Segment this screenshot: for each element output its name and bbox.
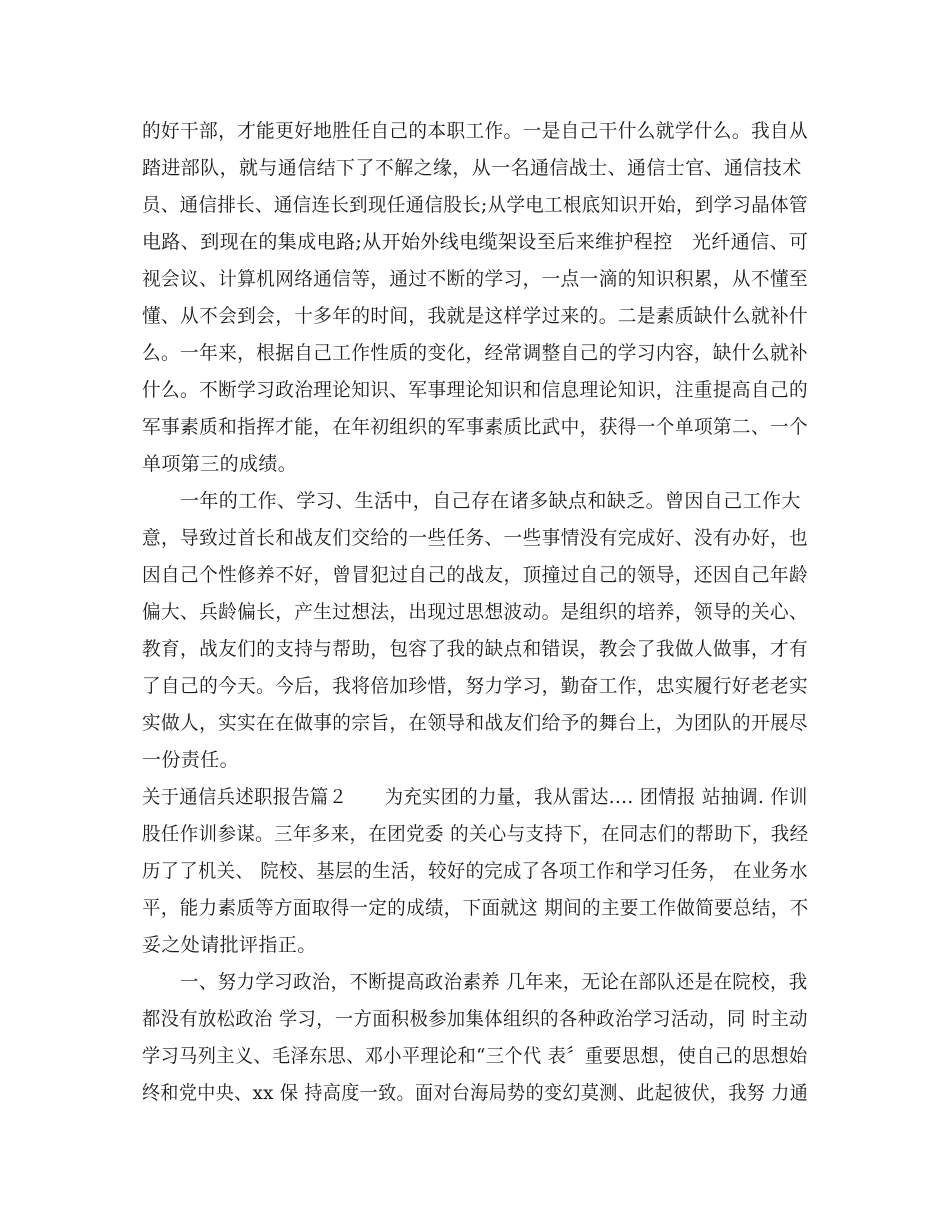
text-line: 意，导致过首长和战友们交给的一些任务、一些事情没有完成好、没有办好，也 (142, 527, 809, 549)
text-line: 视会议、计算机网络通信等，通过不断的学习，一点一滴的知识积累，从不懂至 (142, 268, 809, 290)
text-line: 历了了机关、 院校、基层的生活，较好的完成了各项工作和学习任务， 在业务水 (142, 860, 808, 882)
text-line: 么。一年来，根据自己工作性质的变化，经常调整自己的学习内容，缺什么就补 (142, 342, 809, 364)
text-line: 都没有放松政治 学习，一方面积极参加集体组织的各种政治学习活动，同 时主动 (142, 1008, 808, 1030)
section-heading-line: 关于通信兵述职报告篇２ 为充实团的力量，我从雷达.... 团情报 站抽调. 作训 (142, 786, 808, 808)
text-line: 一份责任。 (142, 749, 240, 771)
text-line: 懂、从不会到会，十多年的时间，我就是这样学过来的。二是素质缺什么就补什 (142, 305, 809, 327)
text-line: 电路、到现在的集成电路;从开始外线电缆架设至后来维护程控 光纤通信、可 (142, 231, 809, 253)
text-line: 了自己的今天。今后，我将倍加珍惜，努力学习，勤奋工作，忠实履行好老老实 (142, 675, 809, 697)
text-line: 实做人，实实在在做事的宗旨，在领导和战友们给予的舞台上，为团队的开展尽 (142, 712, 809, 734)
text-line: 军事素质和指挥才能，在年初组织的军事素质比武中，获得一个单项第二、一个 (142, 416, 809, 438)
paragraph-first-line: 一年的工作、学习、生活中，自己存在诸多缺点和缺乏。曾因自己工作大 (180, 490, 801, 512)
text-line: 股任作训参谋。三年多来，在团党委 的关心与支持下，在同志们的帮助下，我经 (142, 823, 809, 845)
text-line: 的好干部，才能更好地胜任自己的本职工作。一是自己干什么就学什么。我自从 (142, 120, 809, 142)
text-line: 妥之处请批评指正。 (142, 934, 317, 956)
text-line: 教育，战友们的支持与帮助，包容了我的缺点和错误，教会了我做人做事，才有 (142, 638, 809, 660)
text-line: 偏大、兵龄偏长，产生过想法，出现过思想波动。是组织的培养，领导的关心、 (142, 601, 809, 623)
text-line: 踏进部队，就与通信结下了不解之缘，从一名通信战士、通信士官、通信技术 (142, 157, 802, 179)
paragraph-first-line: 一、努力学习政治，不断提高政治素养 几年来，无论在部队还是在院校，我 (180, 971, 808, 993)
text-line: 单项第三的成绩。 (142, 453, 298, 475)
text-line: 员、通信排长、通信连长到现任通信股长;从学电工根底知识开始，到学习晶体管 (142, 194, 808, 216)
text-line: 学习马列主义、毛泽东思、邓小平理论和“三个代 表〞重要思想，使自己的思想始 (142, 1045, 808, 1067)
text-line: 什么。不断学习政治理论知识、军事理论知识和信息理论知识，注重提高自己的 (142, 379, 809, 401)
text-line: 平，能力素质等方面取得一定的成绩，下面就这 期间的主要工作做简要总结，不 (142, 897, 809, 919)
text-line: 终和党中央、xx 保 持高度一致。面对台海局势的变幻莫测、此起彼伏，我努 力通 (142, 1082, 809, 1104)
text-line: 因自己个性修养不好，曾冒犯过自己的战友，顶撞过自己的领导，还因自己年龄 (142, 564, 809, 586)
